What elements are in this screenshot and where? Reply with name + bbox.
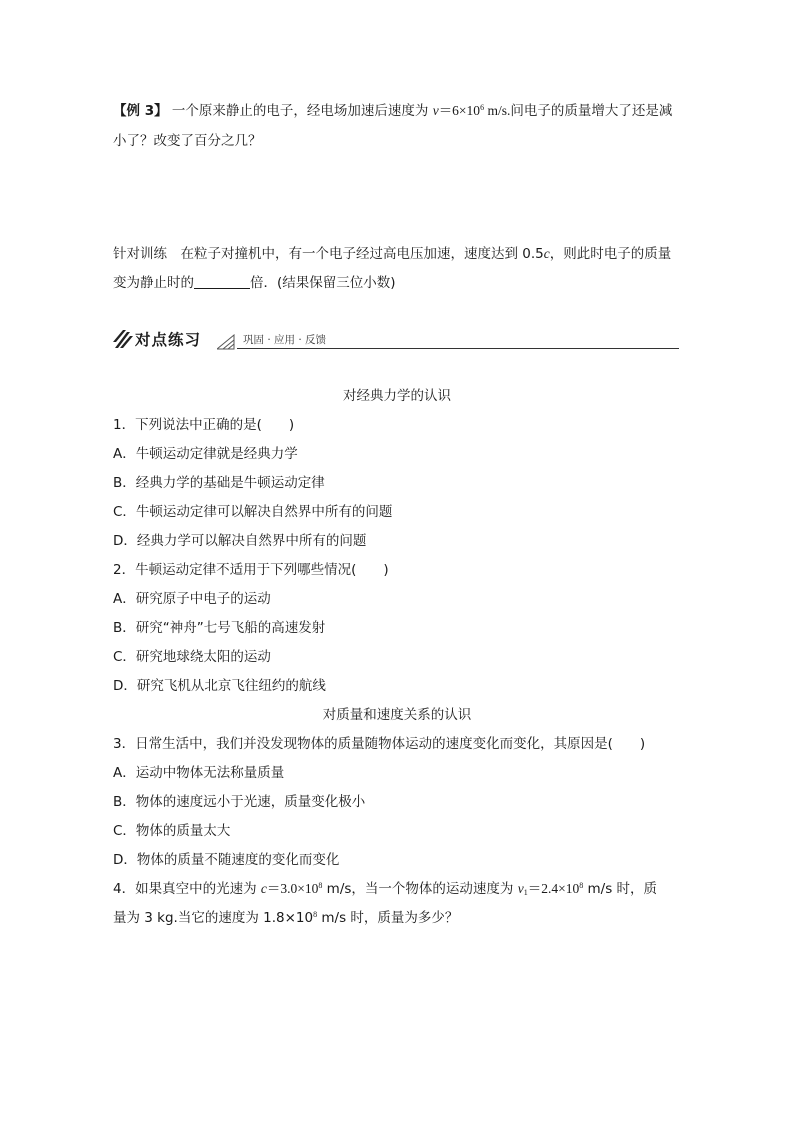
training-text: 针对训练 在粒子对撞机中，有一个电子经过高电压加速，速度达到 0.5 bbox=[113, 246, 544, 262]
q4-exponent-2: 8 bbox=[579, 881, 584, 890]
training-text-2: 变为静止时的 bbox=[113, 275, 194, 291]
velocity-symbol: v bbox=[432, 103, 439, 118]
q4-velocity-value: ＝2.4×10 bbox=[527, 881, 580, 896]
question-1-option-c[interactable]: C．牛顿运动定律可以解决自然界中所有的问题 bbox=[113, 504, 393, 520]
section-heading-mass-velocity: 对质量和速度关系的认识 bbox=[322, 707, 472, 723]
question-3-option-c[interactable]: C．物体的质量太大 bbox=[113, 823, 231, 839]
question-3-stem: 3．日常生活中，我们并没发现物体的质量随物体运动的速度变化而变化，其原因是( ) bbox=[113, 736, 646, 752]
example-3-line-1 bbox=[113, 101, 672, 121]
question-2-stem: 2．牛顿运动定律不适用于下列哪些情况( ) bbox=[113, 562, 389, 578]
training-line-2 bbox=[113, 273, 396, 293]
question-1-stem: 1．下列说法中正确的是( ) bbox=[113, 417, 295, 433]
example-3-line-2: 小了？改变了百分之几？ bbox=[113, 133, 262, 149]
question-1-option-b[interactable]: B．经典力学的基础是牛顿运动定律 bbox=[113, 475, 325, 491]
training-text-end: ，则此时电子的质量 bbox=[549, 246, 672, 262]
question-1-option-a[interactable]: A．牛顿运动定律就是经典力学 bbox=[113, 446, 298, 462]
light-speed-symbol: c bbox=[543, 246, 550, 261]
question-2-option-d[interactable]: D．研究飞机从北京飞往纽约的航线 bbox=[113, 678, 326, 694]
section-heading-classical-mechanics: 对经典力学的认识 bbox=[343, 388, 451, 404]
question-1-option-d[interactable]: D．经典力学可以解决自然界中所有的问题 bbox=[113, 533, 367, 549]
training-text-3: 倍．(结果保留三位小数) bbox=[250, 275, 396, 291]
q4-text-e: m/s 时，质 bbox=[583, 881, 658, 897]
velocity-equation: ＝6×10 bbox=[438, 103, 481, 118]
practice-banner bbox=[113, 326, 679, 352]
q4-light-speed-symbol: c bbox=[260, 881, 267, 896]
question-4-line-2 bbox=[113, 908, 458, 928]
question-2-option-a[interactable]: A．研究原子中电子的运动 bbox=[113, 591, 271, 607]
q4-line2-a: 量为 3 kg.当它的速度为 1.8×10 bbox=[113, 910, 314, 926]
question-3-option-d[interactable]: D．物体的质量不随速度的变化而变化 bbox=[113, 852, 340, 868]
q4-exponent-3: 8 bbox=[313, 910, 318, 919]
banner-subtitle: 巩固 · 应用 · 反馈 bbox=[243, 334, 327, 346]
q4-velocity-symbol: v bbox=[517, 881, 524, 896]
q4-line2-b: m/s 时，质量为多少？ bbox=[317, 910, 459, 926]
q4-velocity-subscript: 1 bbox=[523, 888, 528, 897]
answer-blank[interactable] bbox=[194, 274, 250, 289]
banner-title: 对点练习 bbox=[135, 331, 202, 349]
question-2-option-b[interactable]: B．研究“神舟”七号飞船的高速发射 bbox=[113, 620, 326, 636]
question-3-option-a[interactable]: A．运动中物体无法称量质量 bbox=[113, 765, 285, 781]
question-2-option-c[interactable]: C．研究地球绕太阳的运动 bbox=[113, 649, 271, 665]
q4-exponent-1: 8 bbox=[318, 881, 323, 890]
velocity-exponent: 6 bbox=[480, 103, 485, 112]
q4-text-c: m/s，当一个物体的运动速度为 bbox=[322, 881, 518, 897]
banner-corner-icon bbox=[217, 334, 235, 350]
question-4-line-1 bbox=[113, 879, 657, 899]
training-line-1 bbox=[113, 244, 671, 264]
question-3-option-b[interactable]: B．物体的速度远小于光速，质量变化极小 bbox=[113, 794, 366, 810]
example-text: 一个原来静止的电子，经电场加速后速度为 bbox=[171, 103, 433, 119]
example-tag: 【例 3】 bbox=[113, 103, 168, 119]
banner-stripes-icon bbox=[113, 328, 135, 350]
q4-text-a: 4．如果真空中的光速为 bbox=[113, 881, 261, 897]
banner-divider bbox=[237, 348, 679, 349]
example-text-post: m/s.问电子的质量增大了还是减 bbox=[484, 103, 673, 118]
q4-light-speed-value: ＝3.0×10 bbox=[266, 881, 319, 896]
